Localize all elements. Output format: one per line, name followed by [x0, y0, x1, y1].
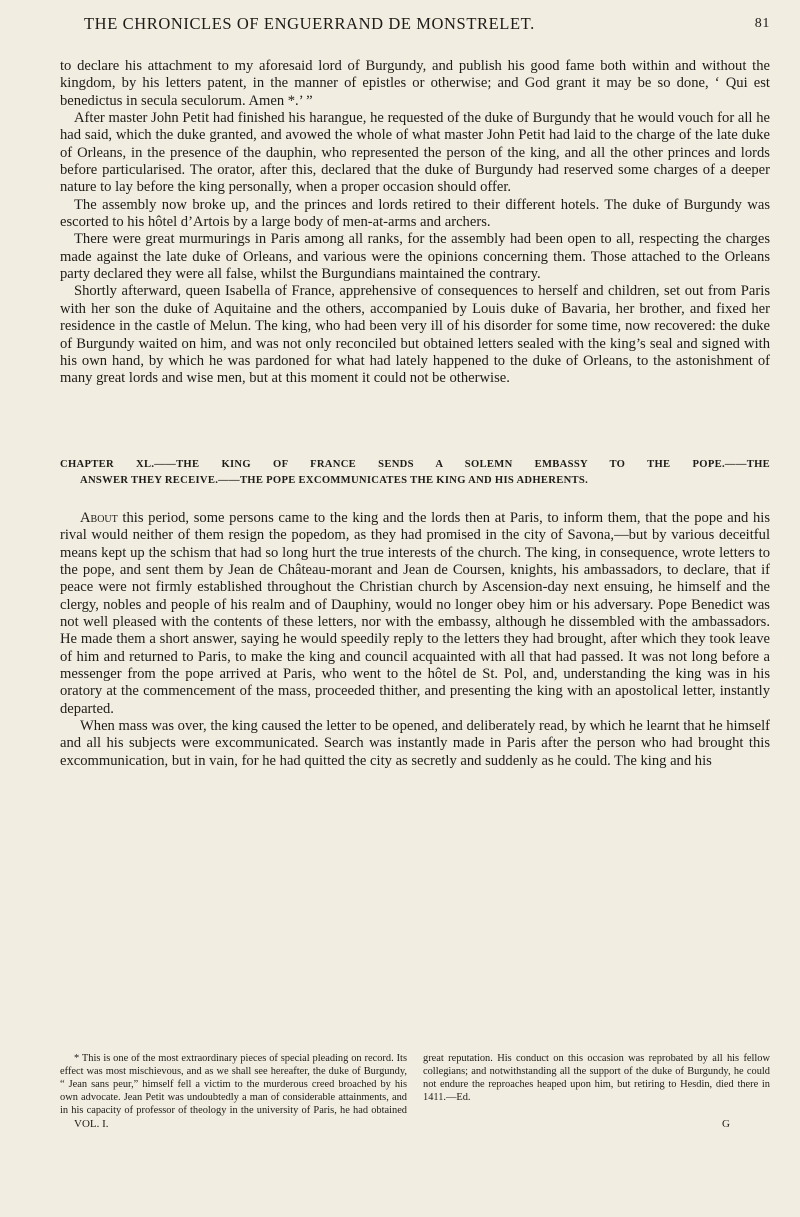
- paragraph: There were great murmurings in Paris among all ranks, for the assembly had been open to all, respecting the charges made against the late duke of Orleans, and various were the opinions concerning them. Those attached to the Orleans party declared they were all false, whilst the Burgundians maintained the contrary.: [60, 231, 770, 283]
- opening-word: About: [80, 510, 118, 526]
- chapter-text: [60, 510, 770, 770]
- main-text: [60, 58, 770, 388]
- chapter-heading-line: ANSWER THEY RECEIVE.——THE POPE EXCOMMUNICATES THE KING AND HIS ADHERENTS.: [80, 475, 589, 486]
- paragraph: to declare his attachment to my aforesaid lord of Burgundy, and publish his good fame both within and without the kingdom, by his letters patent, in the manner of epistles or otherwise; and God grant it may be so done, ‘ Qui est benedictus in secula seculorum. Amen *.’ ”: [60, 58, 770, 109]
- footnote: [60, 1052, 770, 1118]
- running-header: [60, 14, 770, 38]
- running-title: THE CHRONICLES OF ENGUERRAND DE MONSTRELET.: [84, 14, 535, 33]
- paragraph: When mass was over, the king caused the letter to be opened, and deliberately read, by which he learnt that he himself and all his subjects were excommunicated. Search was instantly made in Paris after the person who had brought this excommunication, but in vain, for he had quitted the city as secretly and suddenly as he could. The king and his: [60, 718, 770, 769]
- volume-label: VOL. I.: [74, 1118, 109, 1130]
- chapter-heading-line: CHAPTER XL.——THE KING OF FRANCE SENDS A SOLEMN EMBASSY TO THE POPE.——THE: [60, 459, 770, 470]
- paragraph: [60, 510, 770, 718]
- page-number: 81: [754, 16, 770, 31]
- footnote-text: * This is one of the most extraordinary pieces of special pleading on record. Its effect was most mischievous, and as we shall see hereafter, the duke of Burgundy, “ Jean sans peur,” himself fell a victim to the murderous creed broached by his own advocate. Jean Petit was undoubtedly a man of considerable attainments, and in his capacity of professor of theology in the university of Paris, he had obtained great reputation. His conduct on this occasion was reprobated by all his fellow collegians; and notwithstanding all the support of the duke of Burgundy, he could not endure the reproaches heaped upon him, but retiring to Hesdin, died there in 1411.—Ed.: [60, 1053, 770, 1117]
- paragraph: Shortly afterward, queen Isabella of France, apprehensive of consequences to herself and children, set out from Paris with her son the duke of Aquitaine and the others, accompanied by Louis duke of Bavaria, her brother, and fixed her residence in the castle of Melun. The king, who had been very ill of his disorder for some time, now recovered: the duke of Burgundy waited on him, and was not only reconciled but obtained letters sealed with the king’s seal and signed with his own hand, by which he was pardoned for what had lately happened to the duke of Orleans, to the astonishment of many great lords and wise men, but at this moment it could not be otherwise.: [60, 283, 770, 387]
- signature-mark: G: [722, 1118, 730, 1130]
- paragraph-text: this period, some persons came to the king and the lords then at Paris, to inform them, that the pope and his rival would neither of them resign the popedom, as they had promised in the city of Savona,—but by various deceitful means kept up the schism that had so long hurt the true interests of the church. The king, in consequence, wrote letters to the pope, and sent them by Jean de Château-morant and Jean de Coursen, knights, his ambassadors, to declare, that if peace were not firmly established throughout the Christian church by Ascension-day next ensuing, he himself and the clergy, nobles and people of his realm and of Dauphiny, would no longer obey him or his adversary. Pope Benedict was not well pleased with the contents of these letters, nor with the embassy, although he dissembled with the ambassadors. He made them a short answer, saying he would speedily reply to the letters they had brought, after which they took leave of him and returned to Paris, to make the king and council acquainted with all that had passed. It was not long before a messenger from the pope arrived at Paris, who went to the hôtel de St. Pol, and, understanding the king was in his oratory at the commencement of the mass, proceeded thither, and presenting the king with an apostolical letter, instantly departed.: [60, 510, 770, 717]
- chapter-heading: [60, 457, 770, 489]
- signature-line: [60, 1118, 770, 1134]
- paragraph: After master John Petit had finished his harangue, he requested of the duke of Burgundy that he would vouch for all he had said, which the duke granted, and avowed the whole of what master John Petit had laid to the charge of the late duke of Orleans, in the presence of the dauphin, who represented the person of the king, and all the other princes and lords before particularised. The orator, after this, declared that the duke of Burgundy had reserved some charges of a deeper nature to lay before the king personally, when a proper occasion should offer.: [60, 110, 770, 196]
- paragraph: The assembly now broke up, and the princes and lords retired to their different hotels. The duke of Burgundy was escorted to his hôtel d’Artois by a large body of men-at-arms and archers.: [60, 196, 770, 231]
